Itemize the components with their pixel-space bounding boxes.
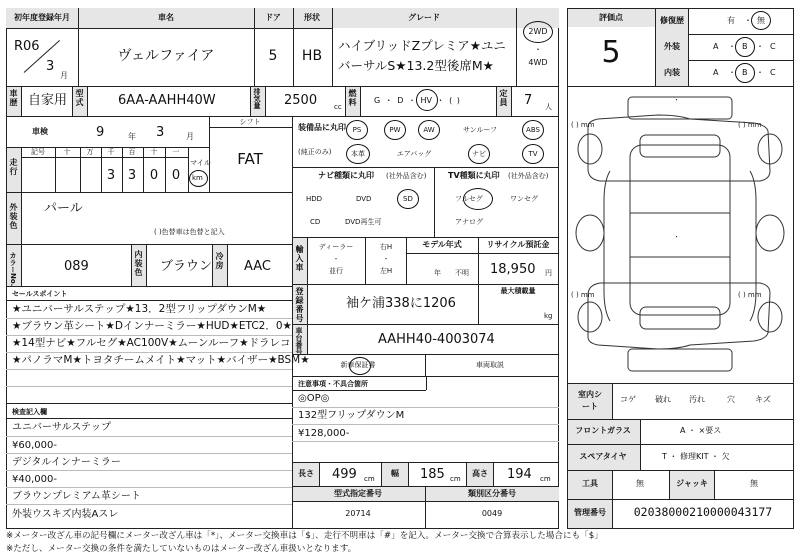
inspection-year: 9 [96,125,105,140]
score-value: 5 [601,35,621,70]
equipment-label: 装備品に丸印 [298,123,346,132]
seat-burn: コゲ [620,395,636,404]
notes-label: 注意事項・不具合箇所 [298,380,368,388]
width-unit: cm [450,475,461,483]
import-label: 輸入車 [295,245,304,272]
exterior-label: 外装 [664,42,680,51]
navi-sd: SD [403,195,413,203]
shift-value: FAT [237,150,263,168]
tire-mm-label: ( ) mm [571,291,595,299]
color-no-label: カラーNo. [9,252,17,287]
mileage-header: 一 [172,148,180,156]
tv-oneseg: ワンセグ [510,195,538,203]
repair-sep: ・ [744,16,752,25]
import-lh: 左H [379,267,393,275]
tire-mm-label: ( ) mm [738,121,762,129]
door-label: ドア [265,13,281,22]
import-parallel: 並行 [329,267,343,275]
mileage-header: 万 [86,148,94,156]
inspector-note-line: ブラウンプレミアム革シート [12,491,141,502]
management-label: 管理番号 [574,508,606,517]
import-dot: ・ [332,255,340,263]
capacity-value: 7 [524,93,533,108]
inspection-month: 3 [156,125,165,140]
wheel-rl [578,302,602,332]
grade-sep: ・ [728,42,736,51]
grade-sep: ・ [728,68,736,77]
equipment-sub: (純正のみ) [298,148,332,156]
navi-sub: (社外品含む) [386,172,427,180]
tv-sub: (社外品含む) [508,172,549,180]
fuel-selected-circle [416,89,438,111]
seat-tear: 破れ [655,395,671,404]
mileage-digit: 0 [149,168,159,183]
windshield-value: A ・ ×要ス [680,426,722,435]
car-roof [630,145,730,315]
inspector-notes-label: 検査記入欄 [12,408,47,416]
model-value: 6AA-AAHH40W [118,93,216,108]
mileage-header: 千 [107,148,115,156]
drive-2wd: 2WD [528,27,548,36]
inspector-note-line: ¥60,000- [12,440,57,451]
chassis-value: AAHH40-4003074 [378,332,495,347]
navi-label: ナビ種類に丸印 [318,171,374,180]
sales-point-line: ★ユニバーサルステップ★13．2型フリップダウンM★ [12,303,267,315]
recycle-value: 18,950 [490,262,536,277]
mileage-label: 走行 [9,158,18,176]
length-value: 499 [332,467,357,482]
wheel-fl [578,134,602,164]
grade-value: ハイブリッドZプレミア★ユニバーサルS★13.2型後席M★ [338,38,506,73]
car-diagram [568,87,793,383]
recycle-label: リサイクル預託金 [486,240,550,249]
mileage-header-symbol: 記号 [31,148,45,156]
import-dealer: ディーラー [318,243,354,251]
grade-sep: ・ [756,42,764,51]
import-rh: 右H [379,243,393,251]
wheel-side-l [576,215,604,251]
repair-no: 無 [757,16,765,25]
manual: 車両取説 [476,361,504,369]
model-label: 型式 [75,89,84,107]
new-warranty-circle [349,357,371,375]
first-reg-year: R06 [14,39,40,54]
navi-hdd: HDD [306,195,323,203]
tools-label: 工具 [582,479,598,488]
jack-value: 無 [750,479,758,488]
door-count: 5 [268,48,278,64]
interior-color-label: 内装色 [134,250,143,277]
interior-label: 内装 [664,68,680,77]
new-warranty: 新車保証書 [340,361,376,369]
interior-color-value: ブラウン [160,259,213,274]
exterior-color-note: ( )色替車は色替と記入 [154,228,225,236]
width-value: 185 [420,467,445,482]
mileage-digit: 3 [106,168,116,183]
note-line: 132型フリップダウンM [298,410,405,421]
displacement-value: 2500 [284,93,318,108]
height-unit: cm [540,475,551,483]
use-value: 自家用 [28,93,68,108]
grade-a: A [713,68,719,77]
car-body-outline [604,171,756,321]
equip-abs: ABS [526,126,540,134]
car-name: ヴェルファイア [117,48,215,64]
inspection-label: 車検 [32,127,48,136]
height-value: 194 [507,467,532,482]
mileage-header: 十 [150,148,158,156]
equip-ps: PS [352,126,362,134]
registration-label: 登録番号 [295,287,304,323]
navi-cd: CD [310,218,321,226]
equip-tv: TV [528,150,538,158]
capacity-label: 定員 [499,89,508,107]
seat-hole: 穴 [727,395,735,404]
tire-mm-label: ( ) mm [571,121,595,129]
sales-point-line: ★パノラマM★トヨタチームメイト★マット★バイザー★BSM★ [12,354,310,366]
shift-label: シフト [239,118,261,126]
grade-label: グレード [408,13,440,22]
capacity-unit: 人 [545,103,552,111]
model-year-unknown: 不明 [455,269,469,277]
wheel-fr [758,134,782,164]
tv-analog: アナログ [455,218,483,226]
category-label: 類別区分番号 [468,489,516,498]
exterior-selected-circle [735,37,755,57]
tv-fullseg: フルセグ [455,195,483,203]
header-band [6,8,559,28]
equip-aw: AW [423,126,435,134]
height-label: 高さ [472,469,488,478]
grade-b: B [742,68,748,77]
displacement-unit: cc [334,103,342,111]
mileage-header: 十 [63,148,71,156]
chassis-label: 車台番号 [295,327,303,355]
tire-mm-label: ( ) mm [738,291,762,299]
ac-value: AAC [244,259,271,274]
grade-a: A [713,42,719,51]
car-name-label: 車名 [158,13,174,22]
fuel-options: G ・ D ・ HV ・ ( ) [374,96,460,105]
sales-point-line: ★14型ナビ★フルセグ★AC100V★ムーンルーフ★ドラレコ [12,337,291,349]
wheel-rr [758,302,782,332]
navi-dvd: DVD [356,195,372,203]
grade-c: C [770,68,776,77]
displacement-label: 排気量 [253,88,261,109]
recycle-unit: 円 [545,269,552,277]
tools-value: 無 [636,479,644,488]
exterior-color-value: パール [44,201,83,216]
windshield-label: フロントガラス [575,426,631,435]
seat-stain: 汚れ [689,395,705,404]
mileage-digit: 3 [127,168,137,183]
grade-b: B [742,42,748,51]
equip-pw: PW [389,126,401,134]
repair-label: 修復歴 [660,16,684,25]
month-unit: 月 [60,71,68,80]
shape-label: 形状 [304,13,320,22]
fuel-label: 燃料 [348,89,357,107]
mileage-digit: 0 [171,168,181,183]
unit-km: km [192,174,203,182]
jack-label: ジャッキ [676,479,708,488]
color-no-value: 089 [64,259,89,274]
drive-4wd: 4WD [528,58,548,67]
note-line: ◎OP◎ [298,393,330,404]
model-year-unit: 年 [434,269,441,277]
length-unit: cm [364,475,375,483]
repair-yes: 有 [727,16,735,25]
equip-navi: ナビ [472,150,486,158]
navi-dvd-play: DVD再生可 [345,218,382,226]
inspector-note-line: 外装ウスキズ内装Aスレ [12,509,119,520]
first-reg-label: 初年度登録年月 [14,13,70,22]
category-value: 0049 [481,509,503,518]
designation-value: 20714 [345,509,371,518]
car-windshield [640,135,720,157]
max-load-label: 最大積載量 [500,287,536,295]
length-label: 長さ [298,469,314,478]
inspector-note-line: ¥40,000- [12,474,57,485]
width-label: 幅 [391,469,399,478]
car-rear-bumper [628,349,732,371]
car-rear-glass [640,307,720,329]
score-label: 評価点 [599,13,623,22]
grade-c: C [770,42,776,51]
inspector-note-line: デジタルインナーミラー [12,457,121,468]
max-load-unit: kg [544,312,553,320]
exterior-color-label: 外装色 [9,203,18,230]
ac-label: 冷房 [215,252,224,270]
footer-note-1: ※メーター改ざん車の記号欄にメーター改ざん車は「*」、メーター交換車は「$」、走行不明車は「#」を記入。メーター交換で合算表示した場合にも「$」 [6,531,603,541]
note-line: ¥128,000- [298,428,350,439]
sales-point-line: ★ブラウン革シート★Dインナーミラー★HUD★ETC2．0★ [12,320,292,332]
wheel-side-r [756,215,784,251]
tv-label: TV種類に丸印 [448,171,500,180]
equip-airbag: エアバッグ [396,150,432,158]
spare-tire-value: T ・ 修理KIT ・ 欠 [662,452,730,461]
diagram-dot: ・ [673,233,680,241]
use-label: 車歴 [9,89,18,107]
first-reg-month: 3 [46,59,55,74]
equip-sunroof: サンルーフ [462,126,498,134]
seat-label: 室内シート [578,390,602,411]
registration-value: 袖ケ浦338に1206 [346,296,456,311]
unit-mile: マイル [190,159,211,167]
inspector-note-line: ユニバーサルステップ [12,422,111,433]
shape-value: HB [301,48,323,64]
seat-scratch: キズ [755,395,771,404]
mileage-header: 百 [128,148,136,156]
model-year-label: モデル年式 [422,240,462,249]
inspection-month-unit: 月 [186,132,194,141]
spare-tire-label: スペアタイヤ [579,452,627,461]
inspection-year-unit: 年 [128,132,136,141]
footer-note-2: ※ただし、メーター交換の条件を満たしていないものはメーター改ざん車扱いとなります。 [6,544,357,554]
sales-points-label: セールスポイント [12,290,68,298]
grade-sep: ・ [756,68,764,77]
interior-selected-circle [735,63,755,83]
management-value: 020380002100000431​77 [633,505,773,519]
diagram-dot: ・ [673,96,680,104]
designation-label: 型式指定番号 [334,489,382,498]
repair-selected-circle [751,11,771,30]
equip-leather: 本革 [351,150,365,158]
